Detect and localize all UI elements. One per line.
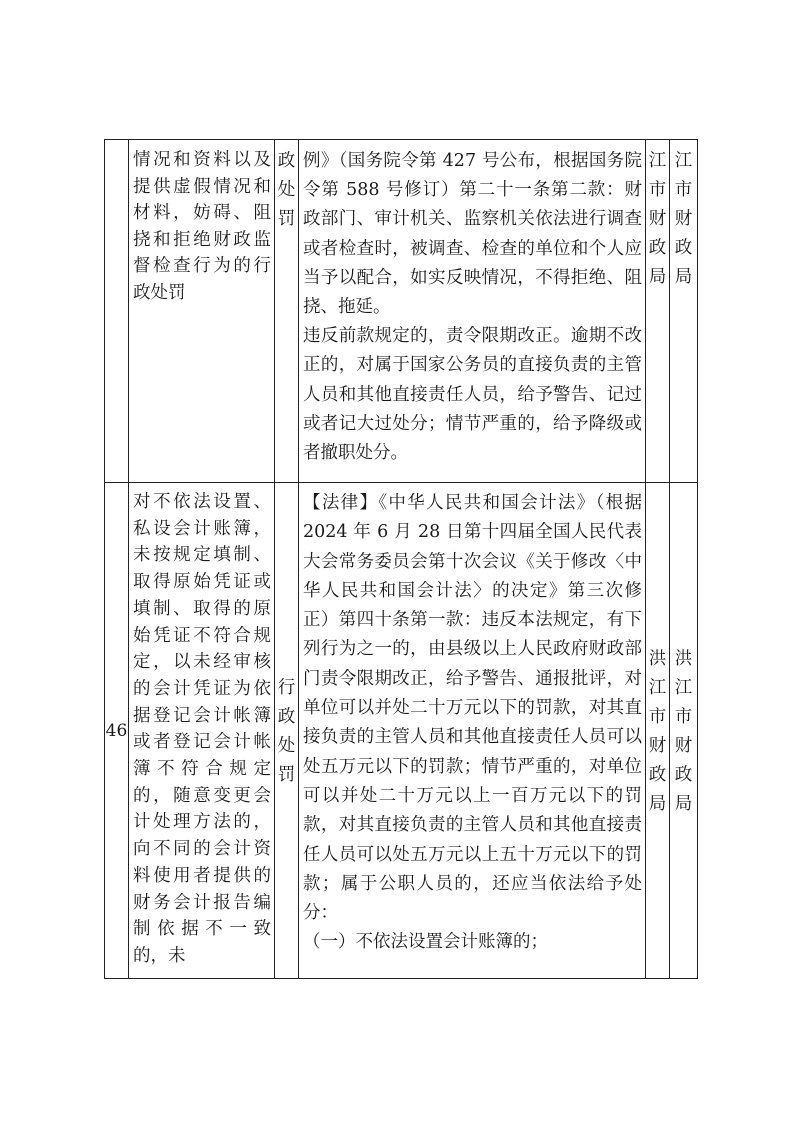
- implementing-agency: 江 市 财 政 局: [648, 151, 667, 287]
- legal-basis-paragraph: 违反前款规定的，责令限期改正。逾期不改正的，对属于国家公务员的直接负责的主管人员和其他直接责任人员，给予警告、记过或者记大过处分；情节严重的，给予降级或者撤职处分。: [303, 326, 642, 464]
- column-divider: [274, 139, 275, 979]
- item-name: 情况和资料以及提供虚假情况和材料，妨碍、阻挠和拒绝财政监督检查行为的行政处罚: [133, 150, 271, 303]
- table-top-border: [104, 139, 698, 140]
- responsible-agency: 江 市 财 政 局: [674, 151, 693, 287]
- penalty-category: 行 政 处 罚: [277, 678, 296, 785]
- column-divider: [298, 139, 299, 979]
- table-right-border: [697, 139, 698, 979]
- legal-basis-paragraph: 例》（国务院令第 427 号公布，根据国务院令第 588 号修订）第二十一条第二款：财政部门、审计机关、监察机关依法进行调查或者检查时，被调查、检查的单位和个人应当予以配合，如实反映情况，不得拒绝、阻挠、拖延。: [303, 151, 642, 318]
- table-left-border: [104, 139, 105, 979]
- legal-basis: [303, 489, 642, 958]
- responsible-agency: 洪 江 市 财 政 局: [674, 649, 693, 814]
- row-divider: [104, 482, 698, 483]
- row-number: 46: [105, 721, 128, 741]
- legal-basis-paragraph: 【法律】《中华人民共和国会计法》（根据 2024 年 6 月 28 日第十四届全国人民代表大会常务委员会第十次会议《关于修改〈中华人民共和国会计法〉的决定》第三次修正）第四十条第一款：违反本法规定，有下列行为之一的，由县级以上人民政府财政部门责令限期改正，给予警告、通报批评，对单位可以并处二十万元以下的罚款，对其直接负责的主管人员和其他直接责任人员可以处五万元以下的罚款；情节严重的，对单位可以并处二十万元以上一百万元以下的罚款，对其直接负责的主管人员和其他直接责任人员可以处五万元以上五十万元以下的罚款；属于公职人员的，还应当依法给予处分：: [303, 493, 642, 924]
- column-divider: [128, 139, 129, 979]
- implementing-agency: 洪 江 市 财 政 局: [648, 649, 667, 814]
- legal-basis: [303, 147, 642, 468]
- legal-basis-paragraph: （一）不依法设置会计账簿的；: [303, 932, 548, 953]
- penalty-category: 政 处 罚: [277, 151, 296, 229]
- item-name: 对不依法设置、私设会计账簿，未按规定填制、取得原始凭证或填制、取得的原始凭证不符合规定，以未经审核的会计凭证为依据登记会计帐簿或者登记会计帐簿不符合规定的，随意变更会计处理方法的，向不同的会计资料使用者提供的财务会计报告编制依据不一致的，未: [133, 492, 271, 966]
- table-bottom-border: [104, 978, 698, 979]
